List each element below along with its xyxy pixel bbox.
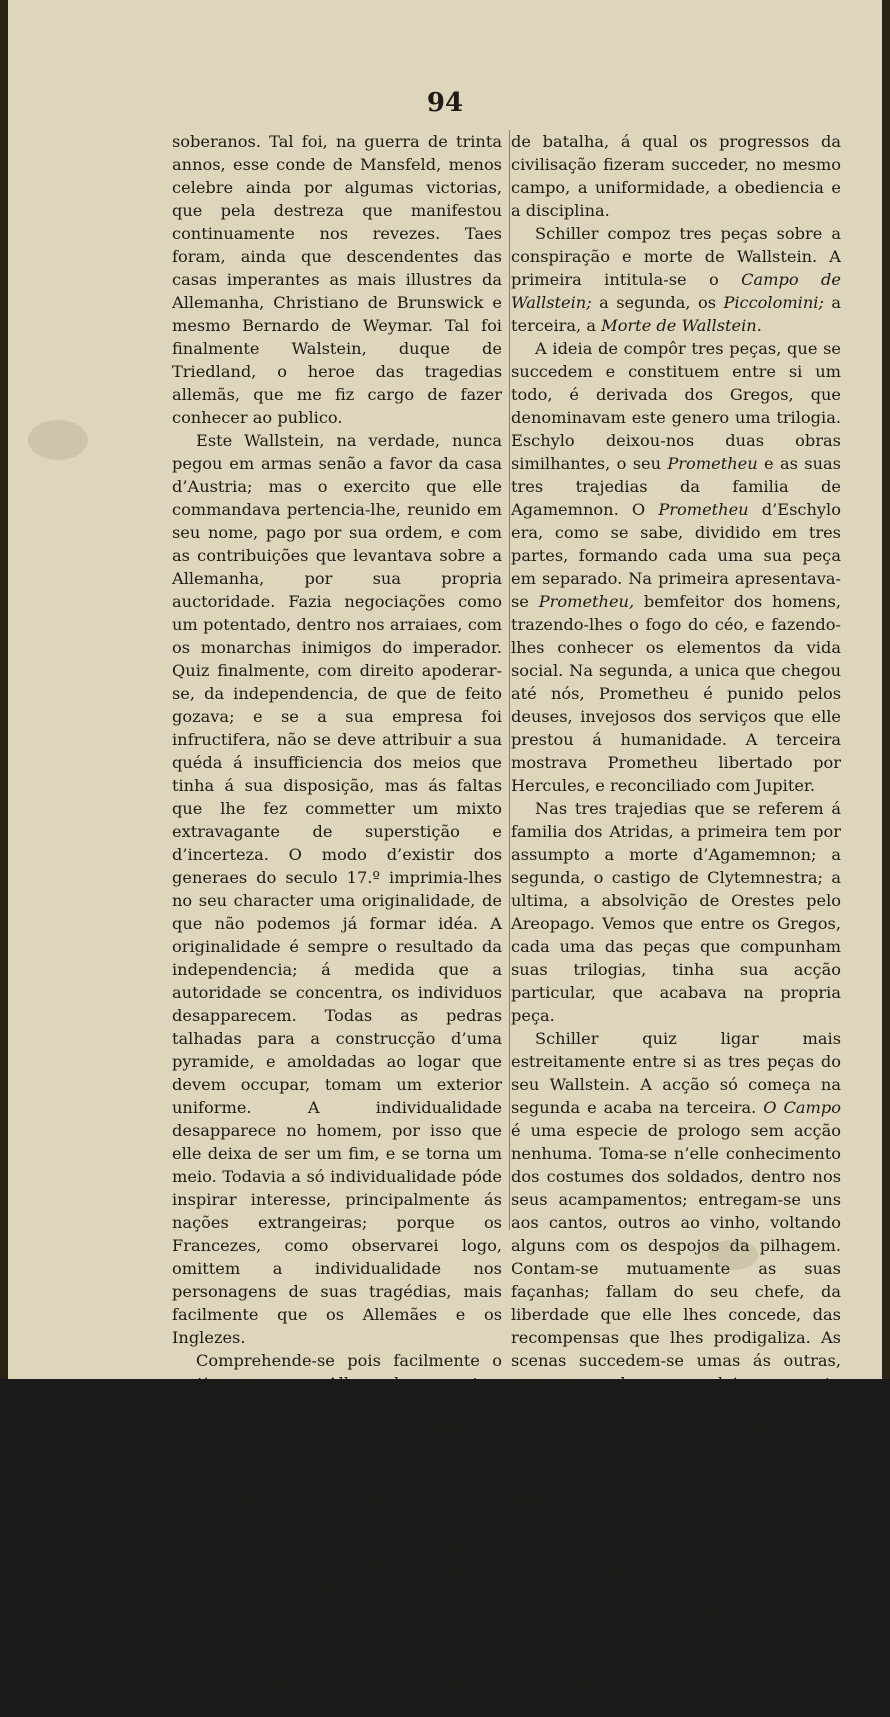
play-title: Campo de Wallstein; (511, 270, 841, 312)
paragraph (511, 1027, 841, 1694)
book-page (8, 0, 882, 1715)
paragraph: soberanos. Tal foi, na guerra de trinta annos, esse conde de Mansfeld, menos celebre ainda por algumas victorias, que pela destreza que manifestou continuamente nos revezes. Taes foram, ainda que descendentes das casas imperantes as mais illustres da Allemanha, Christiano de Brunswick e mesmo Bernardo de Weymar. Tal foi finalmente Walstein, duque de Triedland, o heroe das tragedias allemãs, que me fiz cargo de fazer conhecer ao publico. (172, 132, 502, 427)
paragraph: Comprehende-se pois facilmente o motivo por que na Allemanha os poetas, que tentaram representar na scena epochas da sua historia, preferiram aquellas em que nos individuos apparecia um certo cunho de personalidade, e onde transluzia facilmente o seu character natural. É assim que Goëthe, o auctor de Werther, pintou, em Goetz de Berlichingen, a lucta entre a cavallaria moribunda e o poder do imperio; e que Schiller quiz tambem traçar em Wallstein, os ultimos esforços do espirito militar, e essa vida independente e quasi selvagem do campo (172, 1351, 502, 1715)
text-run: é uma especie de prologo sem acção nenhuma. Toma-se n’elle conhecimento dos costumes dos soldados, dentro nos seus acampamentos; entregam-se uns aos cantos, outros ao vinho, voltando alguns com os despojos da pilhagem. Contam-se mutuamente as suas façanhas; fallam do seu chefe, da liberdade que elle lhes concede, das recompensas que lhes prodigaliza. As scenas succedem-se umas ás outras, sem que nada as encadeie; mas esta incoherencia é natural; é um quadro transitorio, onde não existe nem o passado nem o futuro. Todavia o genio de Wallstein preside a esta desordem apparente. Vive no coração de todos; celebram todos seus louvores, inquietam-nos os boatos espalhados do descontentamento da côrte, jurando entre si não abandonar o general que os protege. Percebem-se todos os symptomas d’uma insurreição prestes a rebentar, se o signal para ella for dado por Wallstein. (511, 1121, 841, 1692)
work-title: Prometheu (658, 500, 749, 519)
page-stain (28, 420, 88, 460)
paragraph (511, 222, 841, 337)
scan-edge-left (0, 0, 8, 1379)
text-run: Schiller compoz tres peças sobre a conspiração e morte de Wallstein. A primeira intitula-se o (511, 224, 841, 289)
text-run: a segunda, os (591, 293, 724, 312)
column-divider (509, 130, 510, 1230)
page-number: 94 (426, 88, 464, 118)
left-column (172, 130, 502, 1717)
play-title: Piccolomini; (723, 293, 824, 312)
text-run: bemfeitor dos homens, trazendo-lhes o fogo do céo, e fazendo-lhes conhecer os elementos da vida social. Na segunda, a unica que chegou até nós, Prometheu é punido pelos deuses, invejosos dos serviços que elle prestou á humanidade. A terceira mostrava Prometheu libertado por Hercules, e reconciliado com Jupiter. (511, 592, 841, 795)
text-run: Schiller quiz ligar mais estreitamente entre si as tres peças do seu Wallstein. A acção só começa na segunda e acaba na terceira. (511, 1029, 841, 1117)
work-title: Prometheu (667, 454, 758, 473)
work-title: Prometheu, (538, 592, 635, 611)
right-column (511, 130, 841, 1694)
play-title: Morte de Wallstein. (601, 316, 762, 335)
text-run: A ideia de compôr tres peças, que se succedem e constituem entre si um todo, é derivada dos Gregos, que denominavam este genero uma trilogia. Eschylo deixou-nos duas obras similhantes, o seu (511, 339, 841, 473)
text-run: a terceira, a (511, 293, 842, 335)
paragraph: Nas tres trajedias que se referem á familia dos Atridas, a primeira tem por assumpto a morte d’Agamemnon; a segunda, o castigo de Clytemnestra; a ultima, a absolvição de Orestes pelo Areopago. Vemos que entre os Gregos, cada uma das peças que compunham suas trilogias, tinha sua acção particular, que acabava na propria peça. (511, 799, 841, 1025)
paragraph (511, 337, 841, 797)
text-run: d’Eschylo era, como se sabe, dividido em tres partes, formando cada uma sua peça em separado. Na primeira apresentava-se (511, 500, 841, 611)
paragraph: Este Wallstein, na verdade, nunca pegou em armas senão a favor da casa d’Austria; mas o exercito que elle commandava pertencia-lhe, reunido em seu nome, pago por sua ordem, e com as contribuições que levantava sobre a Allemanha, por sua propria auctoridade. Fazia negociações como um potentado, dentro nos arraiaes, com os monarchas inimigos do imperador. Quiz finalmente, com direito apoderar-se, da independencia, de que de feito gozava; e se a sua empresa foi infructifera, não se deve attribuir a sua quéda á insufficiencia dos meios que tinha á sua disposição, mas ás faltas que lhe fez commetter um mixto extravagante de superstição e d’incerteza. O modo d’existir dos generaes do seculo 17.º imprimia-lhes no seu character uma originalidade, de que não podemos já formar idéa. A originalidade é sempre o resultado da independencia; á medida que a autoridade se concentra, os individuos desapparecem. Todas as pedras talhadas para a construcção d’uma pyramide, e amoldadas ao logar que devem occupar, tomam um exterior uniforme. A individualidade desapparece no homem, por isso que elle deixa de ser um fim, e se torna um meio. Todavia a só individualidade póde inspirar interesse, principalmente ás nações extrangeiras; porque os Francezes, como observarei logo, omittem a individualidade nos personagens de suas tragédias, mais facilmente que os Allemães e os Inglezes. (172, 431, 502, 1347)
paragraph: de batalha, á qual os progressos da civilisação fizeram succeder, no mesmo campo, a uniformidade, a obediencia e a disciplina. (511, 132, 841, 220)
scan-edge-right (882, 0, 890, 1379)
text-run: e as suas tres trajedias da familia de Agamemnon. O (511, 454, 841, 519)
play-title: O Campo (763, 1098, 841, 1117)
